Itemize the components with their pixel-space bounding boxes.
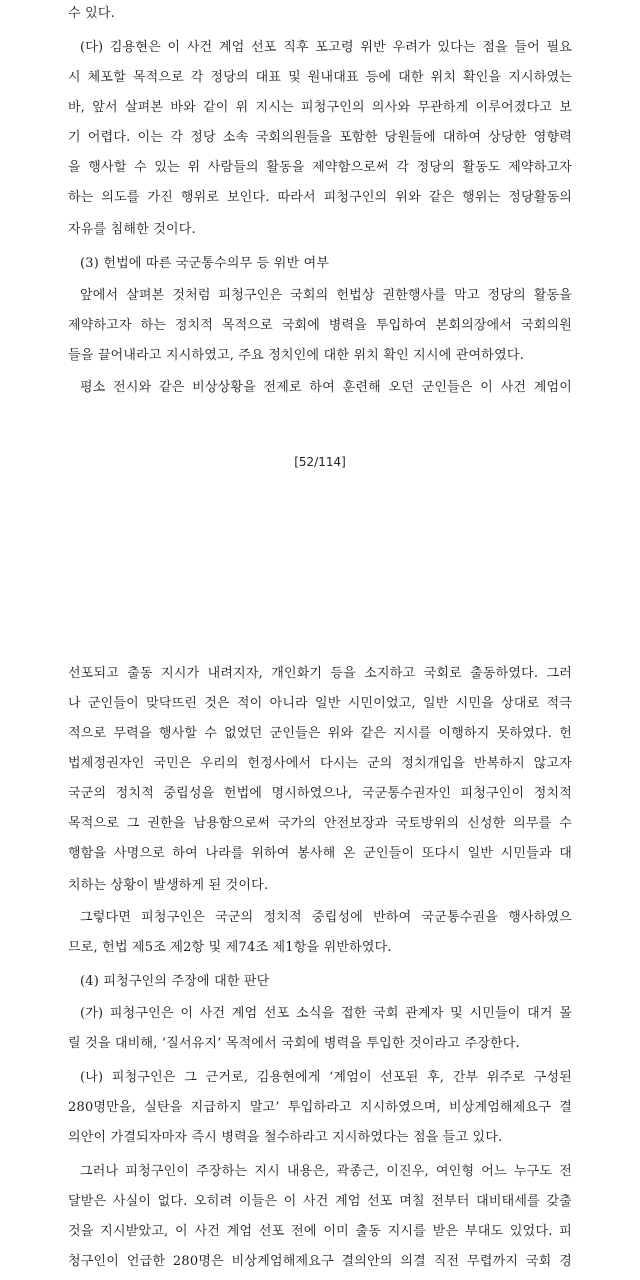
document-page-lower xyxy=(0,650,640,1280)
paragraph-line: 나 군인들이 맞닥뜨린 것은 적이 아니라 일반 시민이었고, 일반 시민을 상대로 적극 xyxy=(68,696,572,711)
paragraph-line: 평소 전시와 같은 비상상황을 전제로 하여 훈련해 오던 군인들은 이 사건 계엄이 xyxy=(80,380,572,395)
paragraph-line: 그렇다면 피청구인은 국군의 정치적 중립성에 반하여 국군통수권을 행사하였으 xyxy=(80,910,572,925)
paragraph-line: 앞에서 살펴본 것처럼 피청구인은 국회의 헌법상 권한행사를 막고 정당의 활동을 xyxy=(80,288,572,303)
paragraph-line: 280명만을, 실탄을 지급하지 말고’ 투입하라고 지시하였으며, 비상계엄해제요구 결 xyxy=(68,1100,572,1115)
paragraph-line: (가) 피청구인은 이 사건 계엄 선포 소식을 접한 국회 관계자 및 시민들이 대거 몰 xyxy=(80,1006,572,1021)
paragraph-line: 국군의 정치적 중립성을 헌법에 명시하였으나, 국군통수권자인 피청구인이 정치적 xyxy=(68,786,572,801)
paragraph-line: 제약하고자 하는 정치적 목적으로 국회에 병력을 투입하여 본회의장에서 국회의원 xyxy=(68,318,572,333)
paragraph-line: 의안이 가결되자마자 즉시 병력을 철수하라고 지시하였다는 점을 들고 있다. xyxy=(68,1130,503,1145)
paragraph-line: 것을 지시받았고, 이 사건 계엄 선포 전에 이미 출동 지시를 받은 부대도 있었다. 피 xyxy=(68,1224,572,1239)
paragraph-line: 행함을 사명으로 하여 나라를 위하여 봉사해 온 군인들이 또다시 일반 시민들과 대 xyxy=(68,846,572,861)
paragraph-line: 들을 끌어내라고 지시하였고, 주요 정치인에 대한 위치 확인 지시에 관여하였다. xyxy=(68,348,524,363)
paragraph-line: 치하는 상황이 발생하게 된 것이다. xyxy=(68,878,269,893)
paragraph-line: 청구인이 언급한 280명은 비상계엄해제요구 결의안의 의결 직전 무렵까지 국회 경 xyxy=(68,1254,572,1269)
section-heading: (3) 헌법에 따른 국군통수의무 등 위반 여부 xyxy=(80,256,330,271)
paragraph-line: 릴 것을 대비해, ‘질서유지’ 목적에서 국회에 병력을 투입한 것이라고 주장한다. xyxy=(68,1036,520,1051)
paragraph-line: 선포되고 출동 지시가 내려지자, 개인화기 등을 소지하고 국회로 출동하였다. 그러 xyxy=(68,666,572,681)
section-heading: (4) 피청구인의 주장에 대한 판단 xyxy=(80,974,270,989)
paragraph-line: (나) 피청구인은 그 근거로, 김용현에게 ‘계엄이 선포된 후, 간부 위주로 구성된 xyxy=(80,1070,572,1085)
document-page-upper xyxy=(0,0,640,469)
paragraph-line: 므로, 헌법 제5조 제2항 및 제74조 제1항을 위반하였다. xyxy=(68,940,392,955)
paragraph-line: 을 행사할 수 있는 위 사람들의 활동을 제약함으로써 각 정당의 활동도 제약하고자 xyxy=(68,160,572,175)
paragraph-line: 달받은 사실이 없다. 오히려 이들은 이 사건 계엄 선포 며칠 전부터 대비태세를 갖출 xyxy=(68,1194,572,1209)
paragraph-line: 적으로 무력을 행사할 수 없었던 군인들은 위와 같은 지시를 이행하지 못하였다. 헌 xyxy=(68,726,572,741)
paragraph-line: 그러나 피청구인이 주장하는 지시 내용은, 곽종근, 이진우, 여인형 어느 누구도 전 xyxy=(80,1164,572,1179)
paragraph-line: 하는 의도를 가진 행위로 보인다. 따라서 피청구인의 위와 같은 행위는 정당활동의 xyxy=(68,190,572,205)
paragraph-line: 자유를 침해한 것이다. xyxy=(68,222,196,237)
paragraph-line: 기 어렵다. 이는 각 정당 소속 국회의원들을 포함한 당원들에 대하여 상당한 영향력 xyxy=(68,130,572,145)
paragraph-line: 목적으로 그 권한을 남용함으로써 국가의 안전보장과 국토방위의 신성한 의무를 수 xyxy=(68,816,572,831)
page-number: [52/114] xyxy=(294,455,346,469)
paragraph-line: 시 체포할 목적으로 각 정당의 대표 및 원내대표 등에 대한 위치 확인을 지시하였는 xyxy=(68,70,572,85)
paragraph-line: 수 있다. xyxy=(68,6,115,21)
paragraph-line: (다) 김용현은 이 사건 계엄 선포 직후 포고령 위반 우려가 있다는 점을 들어 필요 xyxy=(80,40,572,55)
paragraph-line: 법제정권자인 국민은 우리의 헌정사에서 다시는 군의 정치개입을 반복하지 않고자 xyxy=(68,756,572,771)
paragraph-line: 바, 앞서 살펴본 바와 같이 위 지시는 피청구인의 의사와 무관하게 이루어졌다고 보 xyxy=(68,100,572,115)
